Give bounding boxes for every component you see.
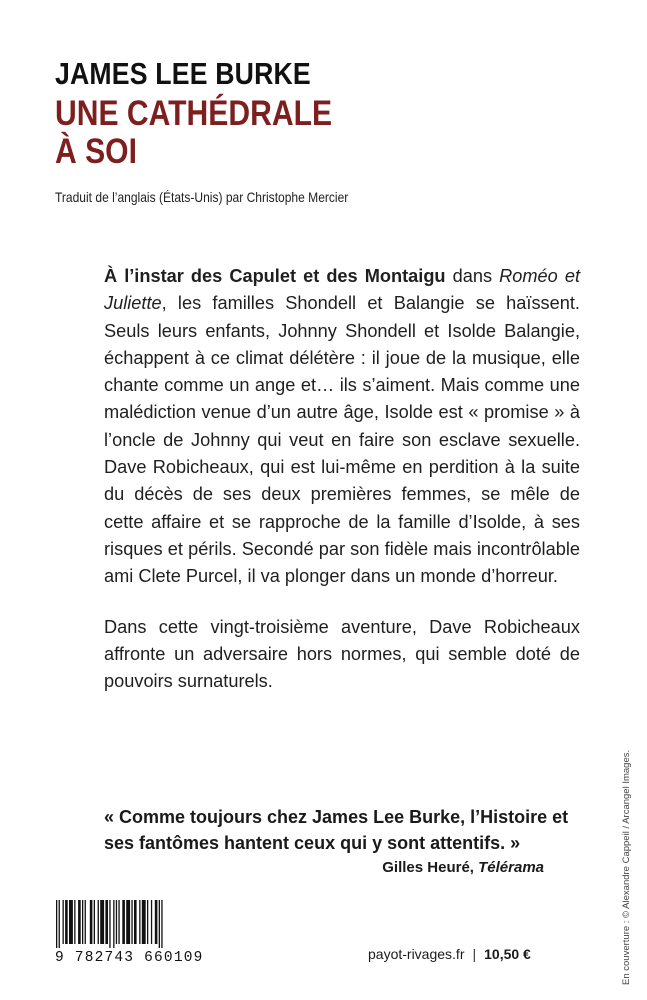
press-quote-source bbox=[104, 859, 580, 876]
barcode-bar bbox=[56, 900, 57, 948]
barcode-bar bbox=[122, 900, 125, 944]
barcode-bar bbox=[82, 900, 83, 944]
barcode-bar bbox=[69, 900, 73, 944]
barcode-bar bbox=[161, 900, 162, 948]
barcode-bar bbox=[78, 900, 81, 944]
barcode-bar bbox=[126, 900, 130, 944]
barcode-bar bbox=[134, 900, 137, 944]
barcode-bar bbox=[105, 900, 108, 944]
press-quote-text: « Comme toujours chez James Lee Burke, l’Histoire et ses fantômes hantent ceux qui y sont attentifs. » bbox=[104, 807, 569, 853]
barcode-bar bbox=[100, 900, 104, 944]
synopsis-lead-connector: dans bbox=[445, 266, 500, 286]
barcode-bar bbox=[116, 900, 117, 944]
barcode-bar bbox=[85, 900, 86, 944]
barcode-bar bbox=[59, 900, 60, 948]
barcode-bar bbox=[98, 900, 99, 944]
book-title bbox=[55, 95, 332, 171]
press-quote bbox=[104, 804, 580, 876]
barcode-bar bbox=[147, 900, 148, 944]
barcode-bar bbox=[151, 900, 152, 944]
translator-credit: Traduit de l’anglais (États-Unis) par Christophe Mercier bbox=[55, 189, 349, 205]
barcode-bar bbox=[155, 900, 158, 944]
isbn-number: 9 782743 660109 bbox=[55, 950, 204, 966]
barcode-bar bbox=[131, 900, 132, 944]
synopsis-paragraph bbox=[104, 263, 580, 591]
author-name: JAMES LEE BURKE bbox=[55, 56, 311, 91]
barcode-bar bbox=[65, 900, 68, 944]
back-cover-blurb bbox=[104, 263, 580, 695]
footer-separator: | bbox=[472, 946, 477, 962]
synopsis-play-title: Roméo et Juliette bbox=[104, 266, 580, 314]
barcode-bar bbox=[109, 900, 110, 948]
press-quote-publication: Télérama bbox=[478, 859, 544, 876]
press-quote-author: Gilles Heuré, bbox=[382, 859, 479, 876]
cover-credit bbox=[620, 700, 634, 985]
barcode-bars bbox=[55, 900, 219, 948]
barcode-bar bbox=[159, 900, 160, 948]
barcode-bar bbox=[142, 900, 146, 944]
barcode-bar bbox=[94, 900, 95, 944]
barcode-bar bbox=[139, 900, 140, 944]
barcode-bar bbox=[90, 900, 93, 944]
publisher-website: payot-rivages.fr bbox=[368, 946, 465, 962]
price: 10,50 € bbox=[484, 946, 531, 962]
synopsis-body: , les familles Shondell et Balangie se haïssent. Seuls leurs enfants, Johnny Shondell et Isolde Balangie, échappent à ce climat délétère : il joue de la musique, elle chante comme un ange et… ils s’aiment. Mais comme une malédiction venue d’un autre âge, Isolde est « promise » à l’oncle de Johnny qui veut en faire son esclave sexuelle. Dave Robicheaux, qui est lui-même en perdition à la suite du décès de ses deux premières femmes, se mêle de cette affaire et se rapproche de la famille d’Isolde, à ses risques et périls. Secondé par son fidèle mais incontrôlable ami Clete Purcel, il va plonger dans un monde d’horreur. bbox=[104, 293, 580, 587]
cover-credit-text: En couverture : © Alexandre Cappeil / Arcangel Images. bbox=[621, 749, 632, 985]
book-title-line-1: UNE CATHÉDRALE bbox=[55, 94, 333, 133]
barcode-bar bbox=[74, 900, 75, 944]
synopsis-lead: À l’instar des Capulet et des Montaigu bbox=[104, 266, 446, 286]
adventure-paragraph: Dans cette vingt-troisième aventure, Dave Robicheaux affronte un adversaire hors normes, qui semble doté de pouvoirs surnaturels. bbox=[104, 616, 580, 692]
barcode-bar bbox=[63, 900, 64, 944]
book-title-line-2: À SOI bbox=[55, 132, 137, 171]
publisher-footer bbox=[368, 946, 531, 962]
barcode-bar bbox=[118, 900, 119, 944]
barcode-bar bbox=[113, 900, 114, 948]
